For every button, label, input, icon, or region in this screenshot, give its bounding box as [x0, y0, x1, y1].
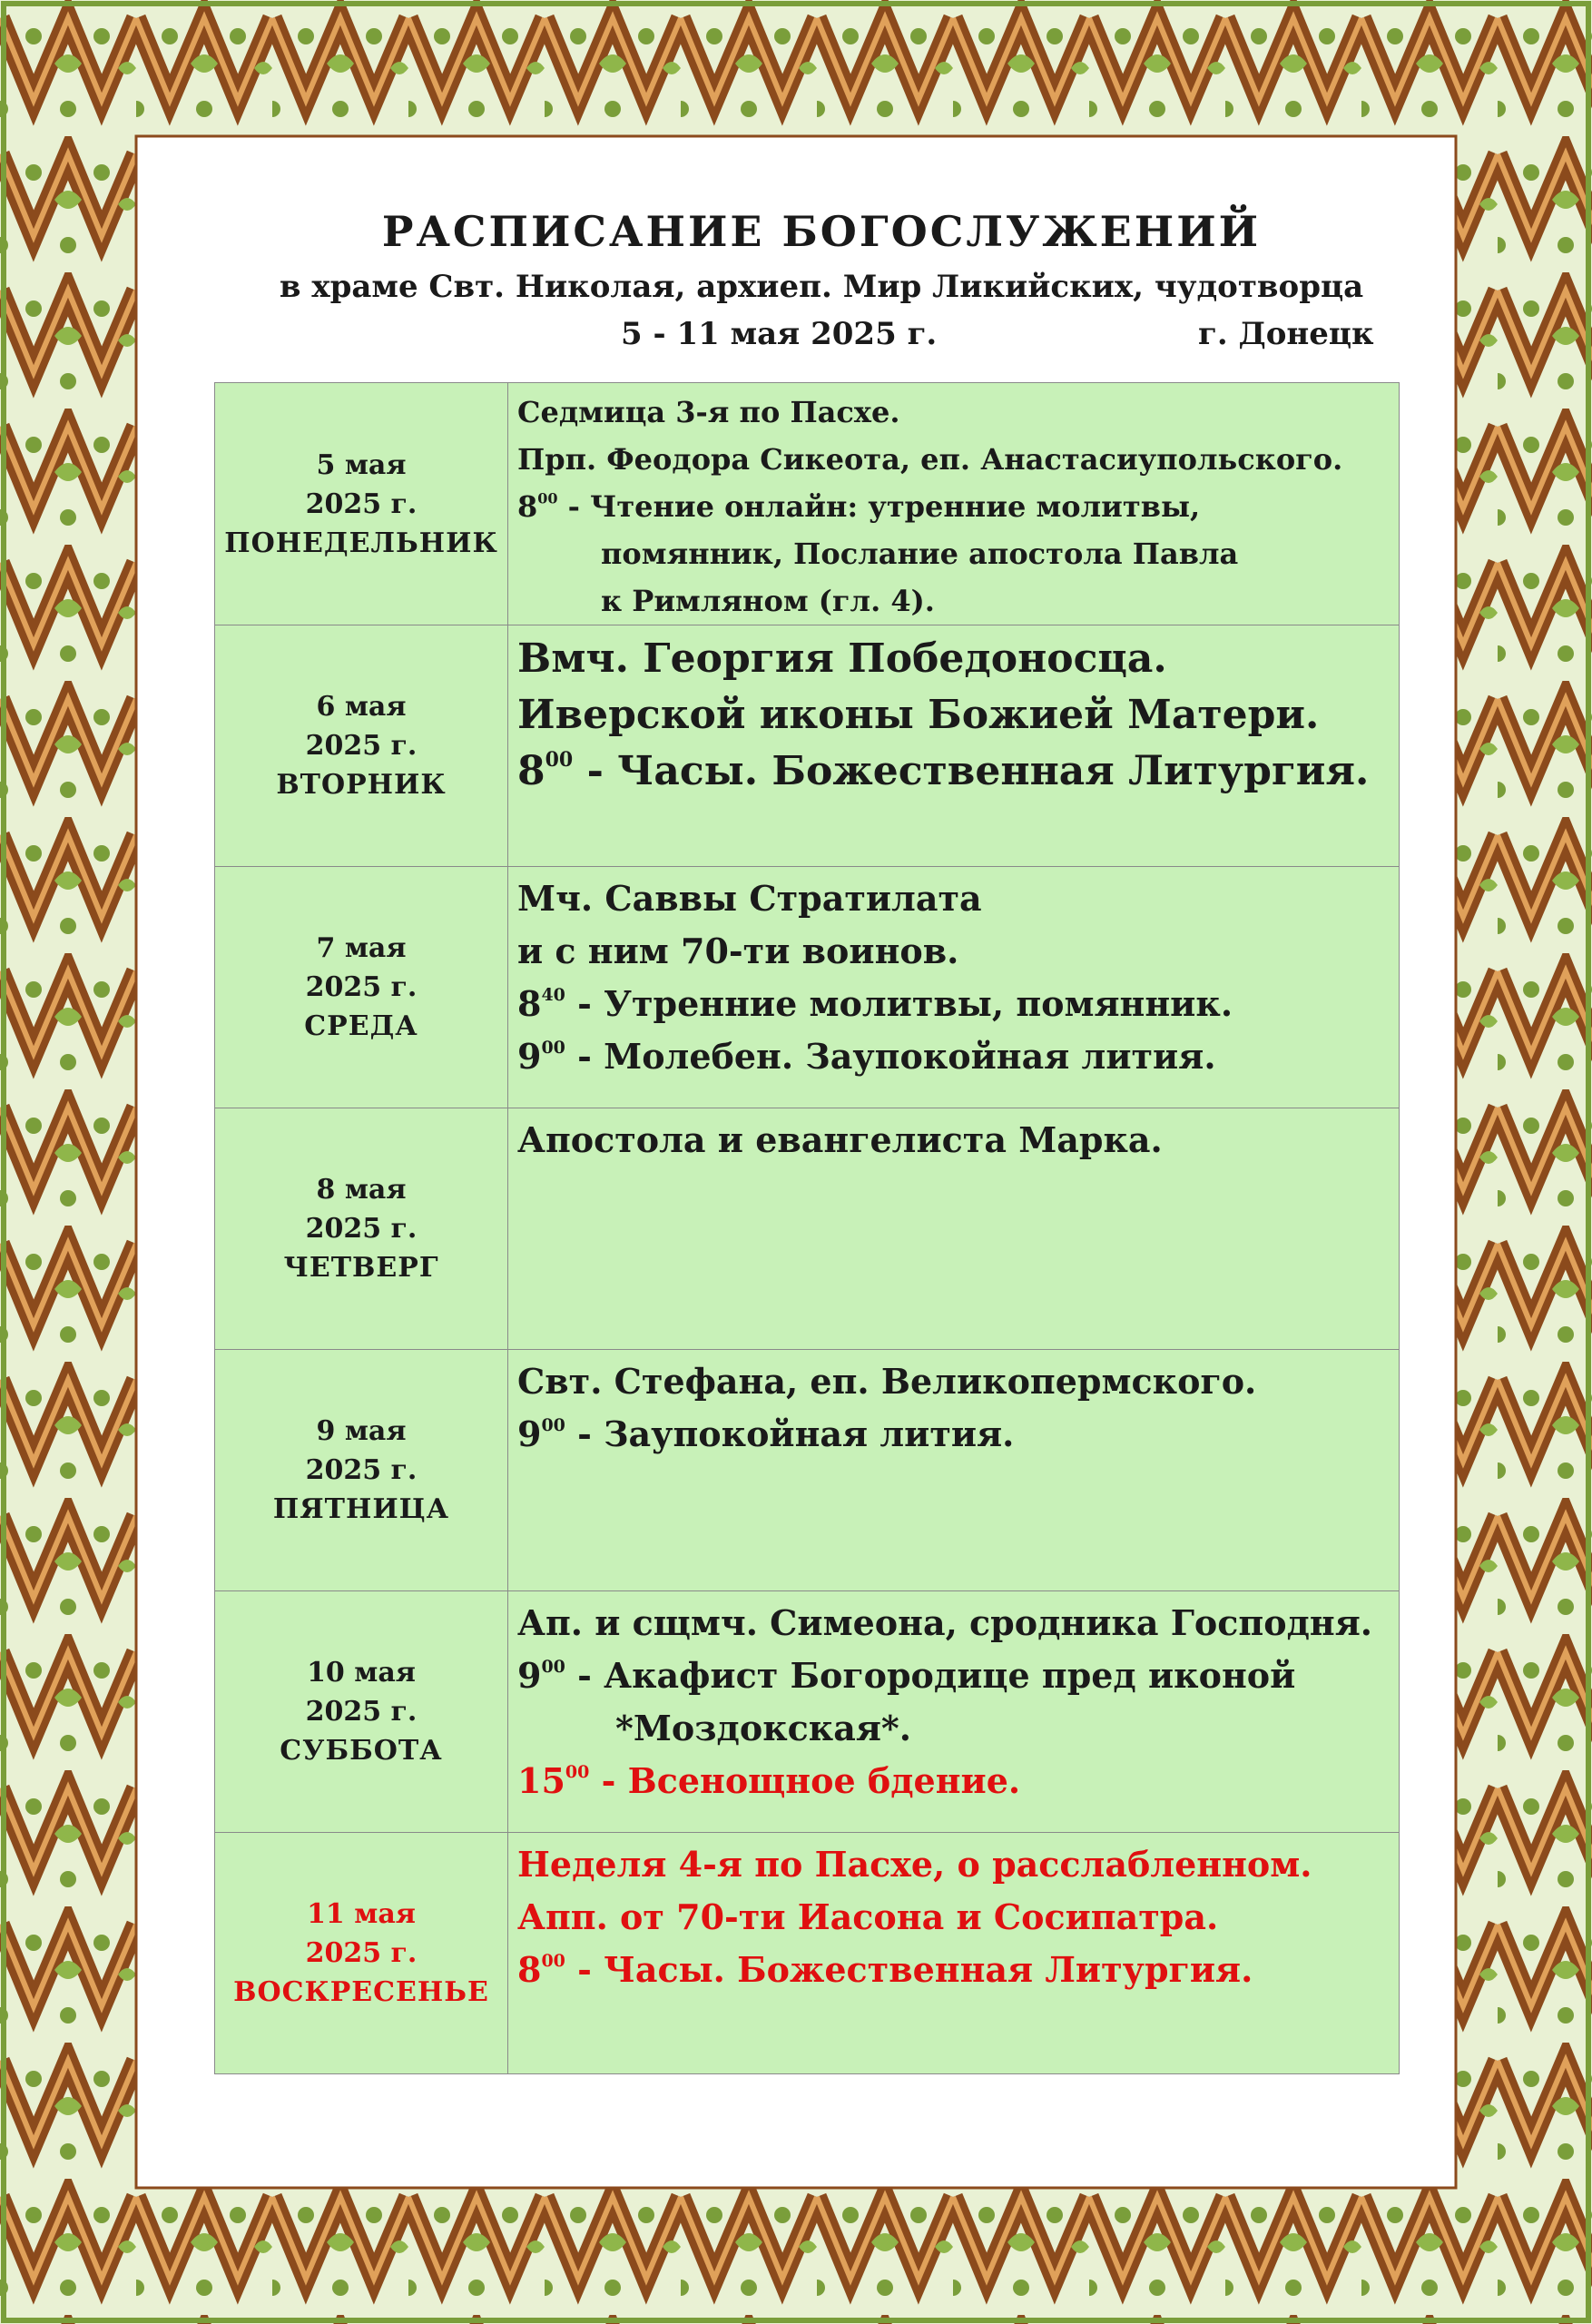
services-cell [508, 1350, 1400, 1591]
service-line [517, 389, 1390, 436]
service-text: Ап. и сщмч. Симеона, сродника Господня. [517, 1602, 1373, 1643]
service-text: Вмч. Георгия Победоносца. [517, 635, 1167, 682]
day-date: 6 мая [316, 691, 407, 723]
service-text: Апп. от 70-ти Иасона и Сосипатра. [517, 1896, 1219, 1937]
service-line [517, 925, 1390, 978]
service-line [517, 1838, 1390, 1891]
day-date: 11 мая [307, 1898, 416, 1930]
schedule-row [215, 867, 1400, 1108]
schedule-row [215, 625, 1400, 867]
service-line [517, 1944, 1390, 1996]
service-line [517, 1755, 1390, 1807]
schedule-row [215, 1350, 1400, 1591]
service-line [517, 577, 1390, 625]
service-text: - Часы. Божественная Литургия. [565, 1949, 1253, 1990]
service-line [517, 687, 1390, 743]
service-text: Свт. Стефана, еп. Великопермского. [517, 1361, 1257, 1402]
page-subtitle: в храме Свт. Николая, архиеп. Мир Ликийских, чудотворца [279, 269, 1364, 305]
day-weekday: ВТОРНИК [276, 769, 447, 801]
day-year: 2025 г. [305, 971, 418, 1003]
schedule-row [215, 1591, 1400, 1833]
schedule-table [214, 382, 1400, 2074]
service-time: $9^{00}$ [517, 1655, 565, 1696]
service-text: - Заупокойная лития. [565, 1413, 1015, 1454]
services-cell [508, 625, 1400, 867]
services-cell [508, 867, 1400, 1108]
services-cell [508, 1833, 1400, 2074]
service-text: - Молебен. Заупокойная лития. [565, 1036, 1216, 1077]
service-line [517, 743, 1390, 800]
service-line [517, 483, 1390, 530]
day-weekday: СРЕДА [304, 1010, 418, 1042]
day-weekday: ЧЕТВЕРГ [283, 1252, 439, 1284]
service-line [517, 872, 1390, 925]
day-date: 10 мая [307, 1657, 416, 1689]
day-cell [215, 1833, 508, 2074]
day-date: 9 мая [316, 1415, 407, 1447]
service-time: $15^{00}$ [517, 1760, 590, 1801]
schedule-row [215, 1833, 1400, 2074]
services-cell [508, 383, 1400, 625]
service-text: Седмица 3-я по Пасхе. [517, 395, 900, 429]
day-weekday: СУББОТА [280, 1735, 443, 1767]
city: г. Донецк [1198, 316, 1374, 352]
service-text: Мч. Саввы Стратилата [517, 878, 982, 919]
service-line [517, 1355, 1390, 1408]
service-time: $8^{00}$ [517, 489, 558, 524]
service-time: $8^{00}$ [517, 748, 574, 794]
service-text: - Чтение онлайн: утренние молитвы, [557, 489, 1201, 524]
service-line [517, 1030, 1390, 1083]
service-text: к Римляном (гл. 4). [601, 584, 935, 618]
day-year: 2025 г. [305, 1937, 418, 1969]
service-text: - Утренние молитвы, помянник. [565, 983, 1233, 1024]
service-text: Неделя 4-я по Пасхе, о расслабленном. [517, 1844, 1312, 1885]
day-cell [215, 1108, 508, 1350]
service-line [517, 1891, 1390, 1944]
day-cell [215, 383, 508, 625]
day-weekday: ПЯТНИЦА [272, 1493, 450, 1525]
day-date: 5 мая [316, 448, 407, 481]
schedule-row [215, 1108, 1400, 1350]
day-year: 2025 г. [305, 487, 418, 520]
service-text: и с ним 70-ти воинов. [517, 931, 959, 971]
day-cell [215, 867, 508, 1108]
service-text: помянник, Послание апостола Павла [601, 537, 1239, 571]
service-line [517, 1702, 1390, 1755]
day-cell [215, 1591, 508, 1833]
service-line [517, 631, 1390, 687]
service-text: - Всенощное бдение. [589, 1760, 1021, 1801]
day-year: 2025 г. [305, 1213, 418, 1245]
service-time: $9^{00}$ [517, 1413, 565, 1454]
service-line [517, 1597, 1390, 1649]
day-date: 7 мая [316, 932, 407, 964]
service-line [517, 1408, 1390, 1461]
service-text: - Часы. Божественная Литургия. [573, 748, 1370, 794]
day-weekday: ПОНЕДЕЛЬНИК [224, 527, 498, 559]
service-line [517, 530, 1390, 577]
services-cell [508, 1108, 1400, 1350]
date-range: 5 - 11 мая 2025 г. [621, 316, 938, 352]
day-cell [215, 1350, 508, 1591]
service-time: $8^{40}$ [517, 983, 565, 1024]
schedule-row [215, 383, 1400, 625]
service-text: Иверской иконы Божией Матери. [517, 692, 1320, 738]
day-year: 2025 г. [305, 730, 418, 762]
service-line [517, 1649, 1390, 1702]
service-line [517, 978, 1390, 1030]
services-cell [508, 1591, 1400, 1833]
day-year: 2025 г. [305, 1454, 418, 1486]
day-weekday: ВОСКРЕСЕНЬЕ [233, 1976, 489, 2008]
page-title: РАСПИСАНИЕ БОГОСЛУЖЕНИЙ [381, 207, 1262, 256]
day-date: 8 мая [316, 1174, 407, 1206]
day-year: 2025 г. [305, 1696, 418, 1728]
service-text: Прп. Феодора Сикеота, еп. Анастасиупольского. [517, 442, 1343, 477]
service-time: $8^{00}$ [517, 1949, 565, 1990]
service-line [517, 1114, 1390, 1167]
day-cell [215, 625, 508, 867]
service-line [517, 436, 1390, 483]
service-text: - Акафист Богородице пред иконой [565, 1655, 1296, 1696]
service-text: Апостола и евангелиста Марка. [517, 1119, 1163, 1160]
service-time: $9^{00}$ [517, 1036, 565, 1077]
service-text: *Моздокская*. [615, 1708, 912, 1748]
